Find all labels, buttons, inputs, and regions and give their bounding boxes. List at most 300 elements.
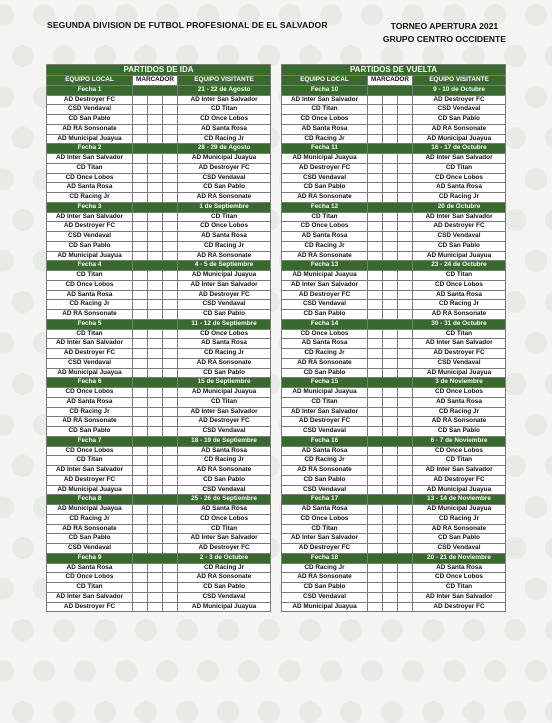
fecha-date: 16 - 17 de Octubre	[413, 144, 506, 154]
match-row	[47, 583, 271, 593]
away-team: CD Racing Jr	[178, 134, 271, 144]
home-score-cell	[133, 95, 148, 105]
home-score-cell	[368, 134, 383, 144]
score-separator-cell	[148, 388, 163, 398]
match-row	[47, 310, 271, 320]
home-score-cell	[133, 290, 148, 300]
watermark-logo	[12, 209, 34, 231]
home-score-cell	[368, 573, 383, 583]
home-score-cell	[133, 300, 148, 310]
away-score-cell	[398, 563, 413, 573]
away-score-cell	[163, 339, 178, 349]
away-team: CD Once Lobos	[413, 280, 506, 290]
home-team: AD Destroyer FC	[282, 417, 368, 427]
away-team: CD Once Lobos	[413, 173, 506, 183]
home-score-cell	[368, 514, 383, 524]
away-team: AD Municipal Juayua	[413, 251, 506, 261]
match-row	[282, 514, 506, 524]
fecha-label: Fecha 18	[282, 553, 368, 563]
match-row	[282, 310, 506, 320]
match-row	[47, 193, 271, 203]
score-separator-cell	[148, 183, 163, 193]
away-team: CD San Pablo	[178, 583, 271, 593]
fecha-header-row	[47, 495, 271, 505]
away-score-cell	[398, 183, 413, 193]
away-score-cell	[163, 446, 178, 456]
match-row	[282, 388, 506, 398]
away-score-cell	[398, 583, 413, 593]
away-team: CD Once Lobos	[413, 573, 506, 583]
home-score-cell	[133, 339, 148, 349]
match-row	[282, 271, 506, 281]
home-team: AD Inter San Salvador	[282, 407, 368, 417]
match-row	[282, 524, 506, 534]
home-team: CD Titan	[47, 163, 133, 173]
watermark-logo	[94, 619, 116, 641]
match-row	[47, 163, 271, 173]
home-score-cell	[368, 241, 383, 251]
home-score-cell	[368, 466, 383, 476]
away-score-cell	[398, 300, 413, 310]
watermark-logo	[279, 660, 301, 682]
home-team: AD Inter San Salvador	[282, 280, 368, 290]
home-team: CD San Pablo	[282, 310, 368, 320]
match-row	[282, 241, 506, 251]
away-team: CD Titan	[178, 524, 271, 534]
away-score-cell	[398, 95, 413, 105]
fecha-header-row	[282, 144, 506, 154]
away-score-cell	[163, 368, 178, 378]
fecha-header-row	[47, 85, 271, 95]
home-score-cell	[368, 456, 383, 466]
match-row	[282, 563, 506, 573]
away-score-cell	[398, 456, 413, 466]
home-score-cell	[133, 349, 148, 359]
watermark-logo	[0, 250, 14, 272]
home-team: CD Once Lobos	[282, 222, 368, 232]
away-score-cell	[398, 163, 413, 173]
watermark-logo	[545, 127, 552, 149]
home-score-cell	[368, 475, 383, 485]
score-separator-cell	[148, 407, 163, 417]
home-score-cell	[133, 505, 148, 515]
away-team: AD Santa Rosa	[413, 397, 506, 407]
match-row	[47, 602, 271, 612]
away-score-cell	[163, 563, 178, 573]
watermark-logo	[525, 4, 547, 26]
watermark-logo	[12, 455, 34, 477]
away-score-cell	[163, 222, 178, 232]
home-score-cell	[133, 583, 148, 593]
fecha-header-row	[282, 436, 506, 446]
watermark-logo	[0, 332, 14, 354]
home-score-cell	[133, 475, 148, 485]
home-score-cell	[133, 456, 148, 466]
watermark-logo	[484, 660, 506, 682]
fecha-date: 18 - 19 de Septiembre	[178, 436, 271, 446]
away-team: CD Titan	[413, 271, 506, 281]
away-score-cell	[398, 514, 413, 524]
home-score-cell	[368, 397, 383, 407]
away-team: CD Once Lobos	[178, 222, 271, 232]
home-score-cell	[133, 592, 148, 602]
home-team: CD Racing Jr	[282, 241, 368, 251]
away-score-cell	[398, 407, 413, 417]
home-score-cell	[368, 592, 383, 602]
away-team: CD Titan	[178, 105, 271, 115]
home-team: CD Racing Jr	[282, 456, 368, 466]
home-score-cell	[133, 446, 148, 456]
fecha-divider	[368, 202, 413, 212]
score-separator-cell	[383, 466, 398, 476]
away-score-cell	[398, 115, 413, 125]
score-separator-cell	[383, 583, 398, 593]
away-score-cell	[398, 173, 413, 183]
home-score-cell	[133, 134, 148, 144]
match-row	[47, 466, 271, 476]
score-separator-cell	[148, 232, 163, 242]
home-score-cell	[133, 388, 148, 398]
score-separator-cell	[148, 134, 163, 144]
home-team: CSD Vendaval	[47, 232, 133, 242]
home-team: CD Racing Jr	[47, 407, 133, 417]
away-score-cell	[163, 300, 178, 310]
away-team: AD Destroyer FC	[413, 95, 506, 105]
away-team: CSD Vendaval	[413, 358, 506, 368]
away-team: CSD Vendaval	[413, 105, 506, 115]
watermark-logo	[0, 4, 14, 26]
match-row	[47, 514, 271, 524]
match-row	[47, 475, 271, 485]
home-score-cell	[368, 105, 383, 115]
watermark-logo	[258, 619, 280, 641]
score-separator-cell	[383, 349, 398, 359]
fecha-label: Fecha 6	[47, 378, 133, 388]
score-separator-cell	[148, 514, 163, 524]
score-separator-cell	[383, 368, 398, 378]
match-row	[282, 475, 506, 485]
fecha-date: 30 - 31 de Octubre	[413, 319, 506, 329]
score-separator-cell	[383, 241, 398, 251]
score-separator-cell	[383, 534, 398, 544]
home-score-cell	[133, 427, 148, 437]
watermark-logo	[545, 537, 552, 559]
ida-col-marcador: MARCADOR	[133, 76, 178, 86]
score-separator-cell	[383, 475, 398, 485]
home-team: CD Racing Jr	[282, 349, 368, 359]
away-team: CD Once Lobos	[413, 388, 506, 398]
score-separator-cell	[148, 212, 163, 222]
score-separator-cell	[148, 417, 163, 427]
home-score-cell	[133, 193, 148, 203]
match-row	[47, 280, 271, 290]
home-team: AD Inter San Salvador	[47, 466, 133, 476]
home-team: CD San Pablo	[282, 183, 368, 193]
home-team: CD San Pablo	[47, 427, 133, 437]
fecha-label: Fecha 7	[47, 436, 133, 446]
fecha-label: Fecha 11	[282, 144, 368, 154]
score-separator-cell	[148, 466, 163, 476]
home-score-cell	[133, 183, 148, 193]
match-row	[282, 115, 506, 125]
away-score-cell	[163, 329, 178, 339]
home-score-cell	[368, 310, 383, 320]
fecha-divider	[368, 436, 413, 446]
away-score-cell	[398, 388, 413, 398]
fecha-divider	[133, 202, 178, 212]
watermark-logo	[340, 701, 362, 723]
match-row	[282, 446, 506, 456]
score-separator-cell	[383, 173, 398, 183]
home-score-cell	[133, 544, 148, 554]
home-score-cell	[133, 466, 148, 476]
watermark-logo	[12, 373, 34, 395]
away-team: CSD Vendaval	[413, 232, 506, 242]
fecha-divider	[368, 378, 413, 388]
match-row	[47, 105, 271, 115]
home-score-cell	[368, 300, 383, 310]
away-team: AD Municipal Juayua	[413, 134, 506, 144]
match-row	[47, 241, 271, 251]
home-team: AD Destroyer FC	[47, 602, 133, 612]
watermark-logo	[361, 4, 383, 26]
score-separator-cell	[383, 280, 398, 290]
away-team: AD RA Sonsonate	[178, 193, 271, 203]
away-score-cell	[163, 417, 178, 427]
away-team: CD Once Lobos	[413, 446, 506, 456]
home-team: CD Racing Jr	[47, 514, 133, 524]
away-team: AD Inter San Salvador	[413, 466, 506, 476]
away-score-cell	[398, 232, 413, 242]
match-row	[47, 339, 271, 349]
home-team: AD Santa Rosa	[282, 339, 368, 349]
fecha-date: 20 de Octubre	[413, 202, 506, 212]
home-team: CD Titan	[47, 329, 133, 339]
score-separator-cell	[148, 427, 163, 437]
match-row	[47, 397, 271, 407]
away-score-cell	[163, 592, 178, 602]
fecha-divider	[133, 553, 178, 563]
watermark-logo	[135, 619, 157, 641]
watermark-logo	[545, 373, 552, 395]
home-score-cell	[368, 534, 383, 544]
score-separator-cell	[148, 446, 163, 456]
match-row	[47, 368, 271, 378]
home-team: CD San Pablo	[47, 241, 133, 251]
away-score-cell	[398, 505, 413, 515]
fecha-divider	[133, 319, 178, 329]
home-team: AD Municipal Juayua	[47, 251, 133, 261]
away-score-cell	[398, 417, 413, 427]
score-separator-cell	[148, 329, 163, 339]
match-row	[47, 134, 271, 144]
score-separator-cell	[148, 115, 163, 125]
home-team: AD Destroyer FC	[282, 290, 368, 300]
home-score-cell	[368, 212, 383, 222]
home-team: AD Municipal Juayua	[47, 368, 133, 378]
score-separator-cell	[383, 232, 398, 242]
away-score-cell	[163, 173, 178, 183]
away-score-cell	[398, 446, 413, 456]
away-team: CD San Pablo	[178, 310, 271, 320]
vuelta-table-title: PARTIDOS DE VUELTA	[282, 65, 506, 76]
score-separator-cell	[383, 290, 398, 300]
home-score-cell	[368, 505, 383, 515]
score-separator-cell	[383, 163, 398, 173]
home-score-cell	[368, 173, 383, 183]
home-score-cell	[133, 212, 148, 222]
fecha-date: 1 de Septiembre	[178, 202, 271, 212]
watermark-logo	[504, 291, 526, 313]
away-score-cell	[398, 475, 413, 485]
away-team: CSD Vendaval	[178, 300, 271, 310]
match-row	[47, 407, 271, 417]
fecha-header-row	[47, 319, 271, 329]
home-score-cell	[368, 95, 383, 105]
away-team: CD Racing Jr	[413, 300, 506, 310]
score-separator-cell	[148, 271, 163, 281]
score-separator-cell	[383, 563, 398, 573]
match-row	[47, 271, 271, 281]
fecha-date: 13 - 14 de Noviembre	[413, 495, 506, 505]
match-row	[282, 407, 506, 417]
score-separator-cell	[148, 544, 163, 554]
score-separator-cell	[383, 154, 398, 164]
score-separator-cell	[148, 505, 163, 515]
home-team: AD Santa Rosa	[282, 505, 368, 515]
away-score-cell	[398, 397, 413, 407]
score-separator-cell	[148, 573, 163, 583]
score-separator-cell	[148, 456, 163, 466]
score-separator-cell	[383, 524, 398, 534]
watermark-logo	[176, 701, 198, 723]
home-score-cell	[133, 602, 148, 612]
away-team: AD Municipal Juayua	[178, 154, 271, 164]
score-separator-cell	[383, 134, 398, 144]
away-score-cell	[398, 154, 413, 164]
match-row	[282, 368, 506, 378]
match-row	[282, 251, 506, 261]
score-separator-cell	[383, 427, 398, 437]
home-team: CD Once Lobos	[47, 280, 133, 290]
score-separator-cell	[148, 222, 163, 232]
score-separator-cell	[383, 222, 398, 232]
match-row	[282, 280, 506, 290]
score-separator-cell	[148, 251, 163, 261]
score-separator-cell	[148, 280, 163, 290]
match-row	[282, 222, 506, 232]
match-row	[47, 485, 271, 495]
score-separator-cell	[148, 368, 163, 378]
home-score-cell	[368, 193, 383, 203]
home-score-cell	[133, 534, 148, 544]
away-team: CD Titan	[413, 456, 506, 466]
away-score-cell	[163, 310, 178, 320]
home-score-cell	[133, 251, 148, 261]
fecha-header-row	[282, 85, 506, 95]
vuelta-fixtures-table	[281, 64, 506, 612]
watermark-logo	[525, 250, 547, 272]
vuelta-col-visitante: EQUIPO VISITANTE	[413, 76, 506, 86]
score-separator-cell	[148, 602, 163, 612]
home-score-cell	[368, 280, 383, 290]
away-score-cell	[398, 524, 413, 534]
away-score-cell	[398, 573, 413, 583]
home-score-cell	[133, 485, 148, 495]
home-score-cell	[133, 563, 148, 573]
home-team: AD RA Sonsonate	[282, 358, 368, 368]
away-team: AD Inter San Salvador	[413, 592, 506, 602]
watermark-logo	[545, 619, 552, 641]
away-score-cell	[398, 134, 413, 144]
away-team: CD Once Lobos	[178, 514, 271, 524]
watermark-logo	[504, 619, 526, 641]
score-separator-cell	[383, 193, 398, 203]
score-separator-cell	[383, 251, 398, 261]
score-separator-cell	[148, 300, 163, 310]
fecha-divider	[368, 553, 413, 563]
away-score-cell	[398, 251, 413, 261]
away-score-cell	[163, 358, 178, 368]
fecha-label: Fecha 17	[282, 495, 368, 505]
watermark-logo	[176, 619, 198, 641]
watermark-logo	[361, 660, 383, 682]
away-score-cell	[163, 163, 178, 173]
match-row	[282, 427, 506, 437]
score-separator-cell	[383, 602, 398, 612]
fecha-divider	[133, 144, 178, 154]
away-score-cell	[163, 105, 178, 115]
away-score-cell	[163, 134, 178, 144]
score-separator-cell	[148, 105, 163, 115]
watermark-logo	[504, 455, 526, 477]
watermark-logo	[463, 619, 485, 641]
fecha-label: Fecha 14	[282, 319, 368, 329]
home-team: AD Destroyer FC	[47, 222, 133, 232]
score-separator-cell	[148, 290, 163, 300]
away-team: AD Santa Rosa	[413, 290, 506, 300]
away-score-cell	[163, 505, 178, 515]
away-team: CD Racing Jr	[178, 349, 271, 359]
watermark-logo	[525, 168, 547, 190]
home-score-cell	[368, 349, 383, 359]
away-score-cell	[163, 583, 178, 593]
watermark-logo	[299, 701, 321, 723]
home-score-cell	[368, 602, 383, 612]
away-team: CD Titan	[413, 163, 506, 173]
home-team: CSD Vendaval	[282, 173, 368, 183]
fecha-label: Fecha 8	[47, 495, 133, 505]
watermark-logo	[545, 45, 552, 67]
watermark-logo	[12, 701, 34, 723]
score-separator-cell	[383, 358, 398, 368]
score-separator-cell	[383, 407, 398, 417]
match-row	[47, 183, 271, 193]
match-row	[282, 534, 506, 544]
away-team: CSD Vendaval	[178, 173, 271, 183]
match-row	[47, 544, 271, 554]
watermark-logo	[545, 209, 552, 231]
home-team: AD RA Sonsonate	[47, 124, 133, 134]
score-separator-cell	[148, 534, 163, 544]
fecha-date: 6 - 7 de Noviembre	[413, 436, 506, 446]
away-score-cell	[163, 154, 178, 164]
home-team: AD RA Sonsonate	[282, 573, 368, 583]
match-row	[282, 95, 506, 105]
away-score-cell	[163, 193, 178, 203]
match-row	[47, 300, 271, 310]
fecha-divider	[368, 144, 413, 154]
